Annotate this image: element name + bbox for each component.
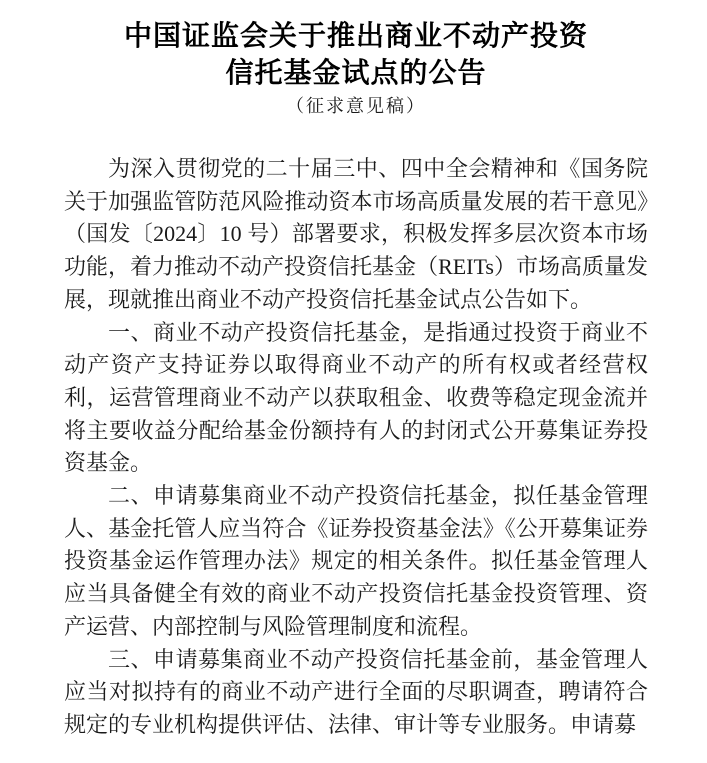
document-body (64, 153, 648, 742)
document-title (64, 18, 648, 92)
paragraph-article-2: 二、申请募集商业不动产投资信托基金，拟任基金管理人、基金托管人应当符合《证券投资基金法》《公开募集证券投资基金运作管理办法》规定的相关条件。拟任基金管理人应当具备健全有效的商业不动产投资信托基金投资管理、资产运营、内部控制与风险管理制度和流程。 (64, 483, 648, 639)
document-title-line-1: 中国证监会关于推出商业不动产投资 (123, 21, 588, 52)
paragraph-intro: 为深入贯彻党的二十届三中、四中全会精神和《国务院关于加强监管防范风险推动资本市场高质量发展的若干意见》（国发〔2024〕10 号）部署要求，积极发挥多层次资本市场功能，着力推动不动产投资信托基金（REITs）市场高质量发展，现就推出商业不动产投资信托基金试点公告如下。 (64, 156, 648, 312)
document-subtitle: （征求意见稿） (286, 96, 426, 116)
paragraph-article-3: 三、申请募集商业不动产投资信托基金前，基金管理人应当对拟持有的商业不动产进行全面的尽职调查，聘请符合规定的专业机构提供评估、法律、审计等专业服务。申请募 (64, 646, 648, 737)
paragraph-article-1: 一、商业不动产投资信托基金，是指通过投资于商业不动产资产支持证券以取得商业不动产的所有权或者经营权利，运营管理商业不动产以获取租金、收费等稳定现金流并将主要收益分配给基金份额持有人的封闭式公开募集证券投资基金。 (64, 319, 648, 476)
document-title-line-2: 信托基金试点的公告 (225, 58, 487, 89)
